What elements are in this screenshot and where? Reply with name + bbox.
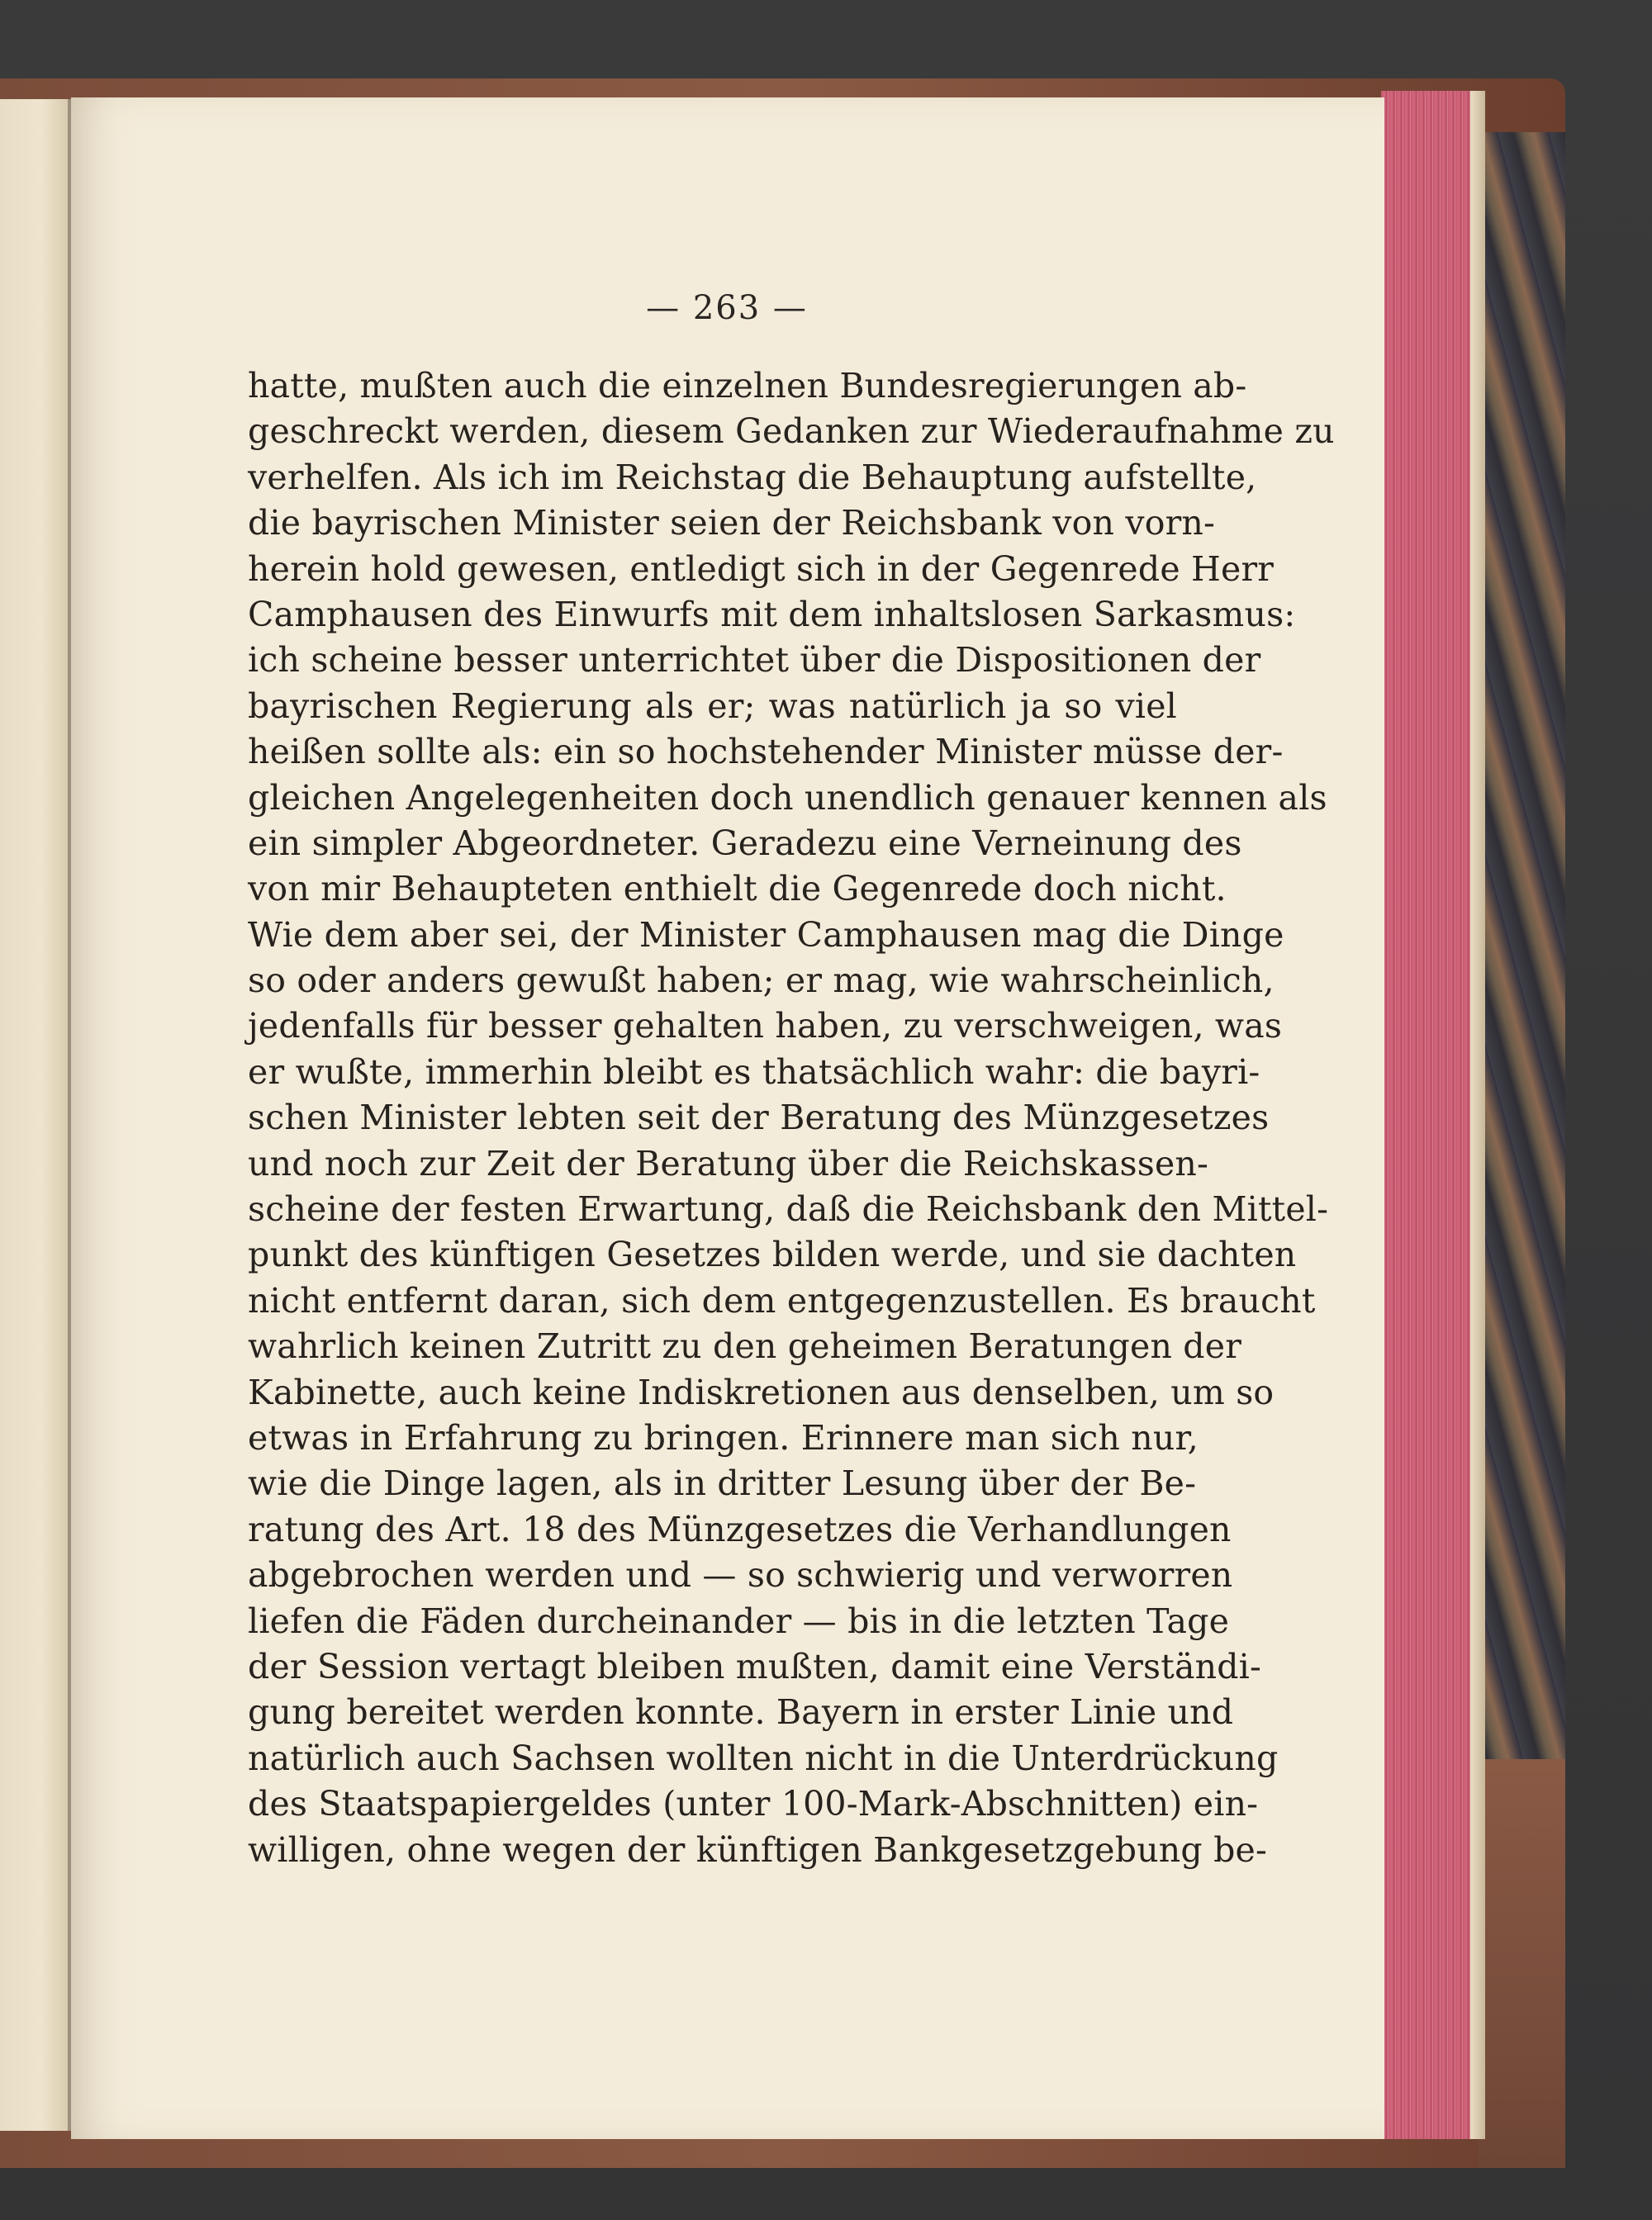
- text-line: geschreckt werden, diesem Gedanken zur Wiederaufnahme zu: [248, 411, 1335, 452]
- text-line: natürlich auch Sachsen wollten nicht in die Unterdrückung: [248, 1738, 1279, 1778]
- marbled-cover-edge: [1479, 132, 1565, 1784]
- text-line: der Session vertagt bleiben mußten, damit eine Verständi-: [248, 1646, 1262, 1686]
- text-line: gung bereitet werden konnte. Bayern in erster Linie und: [248, 1692, 1234, 1733]
- page-edge-highlight: [1470, 91, 1485, 2139]
- text-line: wahrlich keinen Zutritt zu den geheimen Beratungen der: [248, 1326, 1242, 1367]
- text-line: herein hold gewesen, entledigt sich in der Gegenrede Herr: [248, 548, 1275, 589]
- text-line: abgebrochen werden und — so schwierig und verworren: [248, 1555, 1233, 1596]
- text-line: ich scheine besser unterrichtet über die Dispositionen der: [248, 640, 1261, 681]
- text-line: und noch zur Zeit der Beratung über die Reichskassen-: [248, 1143, 1209, 1184]
- text-line: jedenfalls für besser gehalten haben, zu verschweigen, was: [248, 1006, 1283, 1046]
- text-line: bayrischen Regierung als er; was natürlich ja so viel: [248, 685, 1177, 726]
- text-line: ein simpler Abgeordneter. Geradezu eine Verneinung des: [248, 823, 1242, 863]
- text-line: etwas in Erfahrung zu bringen. Erinnere man sich nur,: [248, 1417, 1199, 1458]
- page-number: — 263 —: [646, 289, 808, 327]
- text-line: Wie dem aber sei, der Minister Camphausen mag die Dinge: [248, 914, 1284, 955]
- text-line: liefen die Fäden durcheinander — bis in die letzten Tage: [248, 1601, 1230, 1641]
- text-line: scheine der festen Erwartung, daß die Reichsbank den Mittel-: [248, 1189, 1329, 1230]
- text-line: die bayrischen Minister seien der Reichsbank von vorn-: [248, 503, 1216, 543]
- text-line: hatte, mußten auch die einzelnen Bundesregierungen ab-: [248, 366, 1247, 406]
- text-line: von mir Behaupteten enthielt die Gegenrede doch nicht.: [248, 869, 1227, 909]
- left-page-edge: [0, 99, 71, 2131]
- text-line: wie die Dinge lagen, als in dritter Lesung über der Be-: [248, 1463, 1197, 1504]
- text-line: punkt des künftigen Gesetzes bilden werde, und sie dachten: [248, 1235, 1297, 1275]
- text-line: schen Minister lebten seit der Beratung des Münzgesetzes: [248, 1098, 1270, 1138]
- body-text: [248, 363, 1335, 1873]
- text-line: verhelfen. Als ich im Reichstag die Behauptung aufstellte,: [248, 457, 1257, 497]
- text-line: heißen sollte als: ein so hochstehender Minister müsse der-: [248, 732, 1284, 772]
- text-line: nicht entfernt daran, sich dem entgegenzustellen. Es braucht: [248, 1280, 1316, 1321]
- text-line: des Staatspapiergeldes (unter 100-Mark-Abschnitten) ein-: [248, 1784, 1259, 1824]
- red-page-edges: [1381, 91, 1480, 2139]
- leather-cover-corner: [1479, 1759, 1565, 2168]
- text-line: gleichen Angelegenheiten doch unendlich genauer kennen als: [248, 777, 1327, 818]
- text-line: er wußte, immerhin bleibt es thatsächlich wahr: die bayri-: [248, 1051, 1260, 1092]
- text-line: Kabinette, auch keine Indiskretionen aus denselben, um so: [248, 1372, 1275, 1412]
- text-line: willigen, ohne wegen der künftigen Bankgesetzgebung be-: [248, 1829, 1268, 1870]
- text-line: ratung des Art. 18 des Münzgesetzes die Verhandlungen: [248, 1509, 1232, 1549]
- text-line: so oder anders gewußt haben; er mag, wie wahrscheinlich,: [248, 961, 1275, 1001]
- text-line: Camphausen des Einwurfs mit dem inhaltslosen Sarkasmus:: [248, 594, 1296, 634]
